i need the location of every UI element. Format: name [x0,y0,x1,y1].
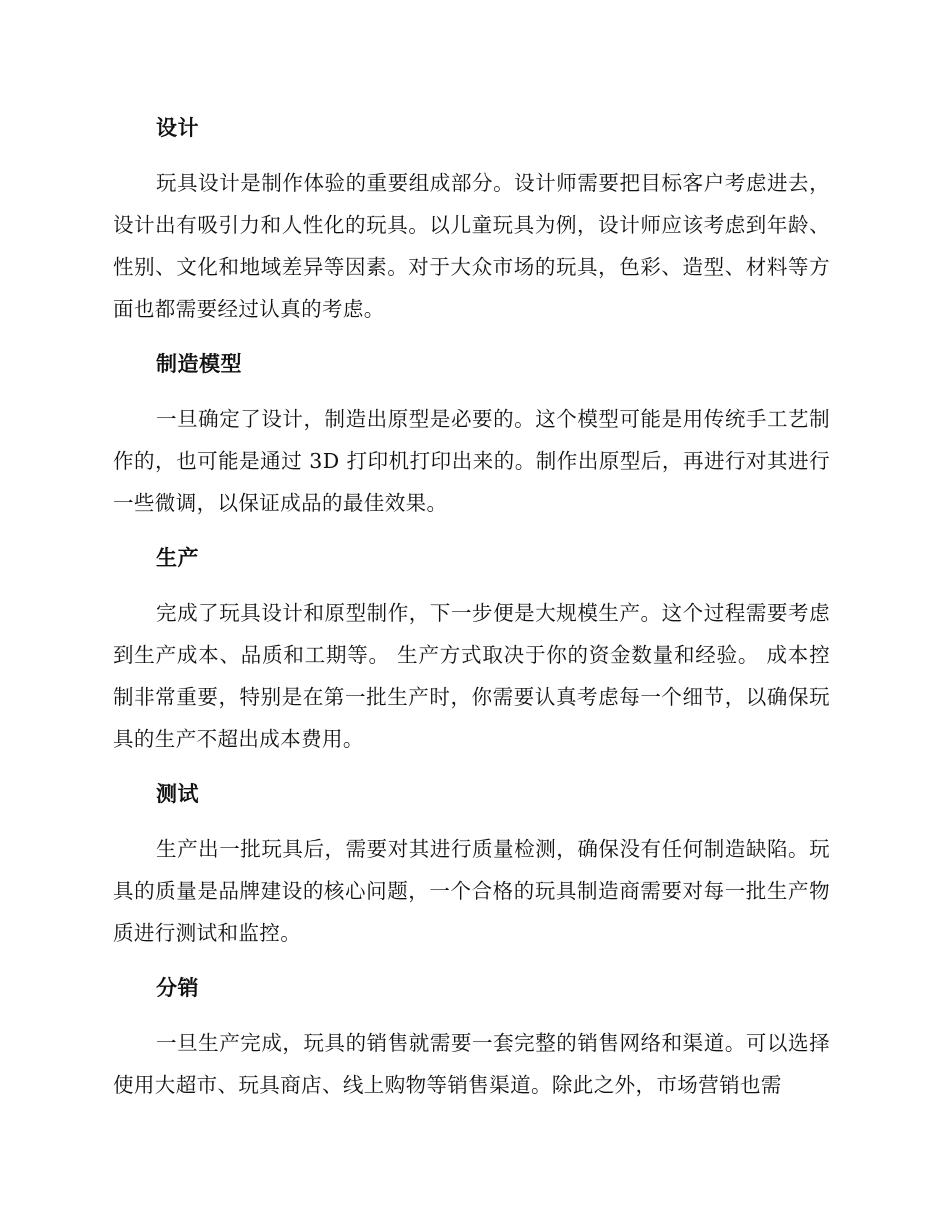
section-body-production: 完成了玩具设计和原型制作，下一步便是大规模生产。这个过程需要考虑到生产成本、品质和工期等。 生产方式取决于你的资金数量和经验。 成本控制非常重要，特别是在第一批生产时，你需要认真考虑每一个细节，以确保玩具的生产不超出成本费用。 [113,601,830,751]
section-body-distribution: 一旦生产完成，玩具的销售就需要一套完整的销售网络和渠道。可以选择使用大超市、玩具商店、线上购物等销售渠道。除此之外，市场营销也需 [113,1031,830,1097]
section-heading-distribution: 分销 [156,976,199,1000]
section-heading-prototype: 制造模型 [156,352,242,376]
section-body-testing: 生产出一批玩具后，需要对其进行质量检测，确保没有任何制造缺陷。玩具的质量是品牌建设的核心问题，一个合格的玩具制造商需要对每一批生产物质进行测试和监控。 [113,837,830,945]
section-heading-production: 生产 [156,546,199,570]
section-heading-design: 设计 [156,116,199,140]
section-body-prototype: 一旦确定了设计，制造出原型是必要的。这个模型可能是用传统手工艺制作的，也可能是通过 3D 打印机打印出来的。制作出原型后，再进行对其进行一些微调，以保证成品的最佳效果。 [113,407,830,515]
section-body-design: 玩具设计是制作体验的重要组成部分。设计师需要把目标客户考虑进去，设计出有吸引力和人性化的玩具。以儿童玩具为例，设计师应该考虑到年龄、性别、文化和地域差异等因素。对于大众市场的玩具，色彩、造型、材料等方面也都需要经过认真的考虑。 [113,171,830,321]
section-heading-testing: 测试 [156,782,199,806]
